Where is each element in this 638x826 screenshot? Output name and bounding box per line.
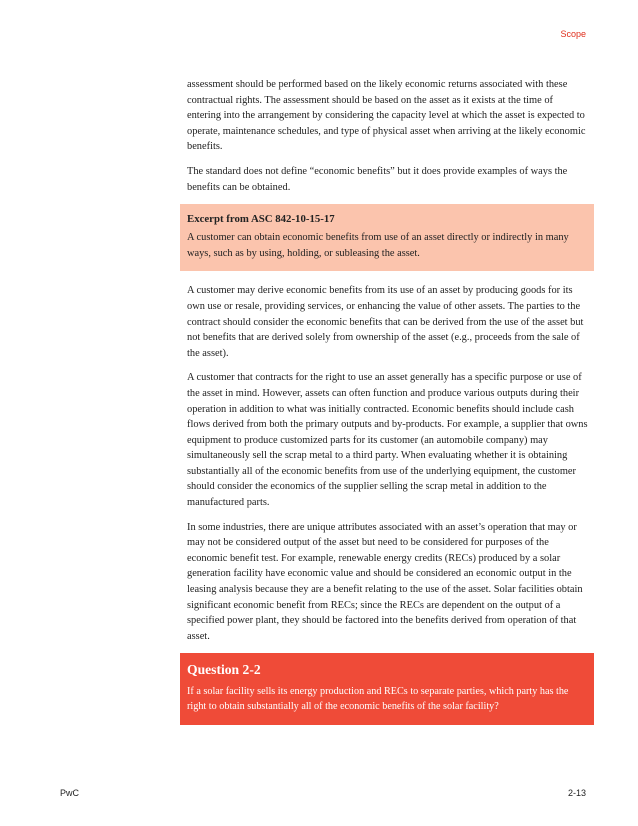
- page-number: 2-13: [567, 788, 586, 798]
- excerpt-title: Excerpt from ASC 842-10-15-17: [187, 213, 335, 226]
- question-text: If a solar facility sells its energy production and RECs to separate parties, which party has the right to obtain substantially all of the economic benefits of the solar facility?: [187, 686, 569, 712]
- paragraph-3: A customer may derive economic benefits from its use of an asset by producing goods for its own use or resale, providing services, or enhancing the value of other assets. The parties to the contract should consider the economic benefits that can be derived from the use of the asset but not benefits that are derived solely from ownership of the asset (e.g., proceeds from the sale of the asset).: [187, 285, 584, 359]
- paragraph-4: A customer that contracts for the right to use an asset generally has a specific purpose or use of the asset in mind. However, assets can often function and produce various outputs during their operation in addition to what was initially contracted. Economic benefits should include cash flows derived from both the primary outputs and by-products. For example, a supplier that owns equipment to produce customized parts for its customer (an automobile company) may simultaneously sell the scrap metal to a third party. When evaluating whether it is obtaining substantially all of the economic benefits from use of the underlying equipment, the customer should consider the economics of the supplier selling the scrap metal in addition to the manufactured parts.: [187, 372, 588, 509]
- paragraph-5: In some industries, there are unique attributes associated with an asset’s operation that may or may not be considered output of the asset but need to be considered for purposes of the economic benefit test. For example, renewable energy credits (RECs) produced by a solar generation facility have economic value and should be considered an economic output in the leasing analysis because they are a benefit relating to the use of the asset. Solar facilities obtain significant economic benefit from RECs; since the RECs are dependent on the output of a specified power plant, they should be factored into the benefits derived from operation of that asset.: [187, 521, 583, 642]
- question-box: [180, 653, 594, 724]
- paragraph-1: assessment should be performed based on the likely economic returns associated with these contractual rights. The assessment should be based on the asset as it exists at the time of entering into the arrangement by considering the capacity level at which the asset is expected to operate, maintenance schedules, and type of physical asset when arriving at the likely economic benefits.: [187, 79, 586, 153]
- excerpt-box: [180, 204, 594, 271]
- footer-brand: PwC: [60, 788, 80, 798]
- section-header: Scope: [560, 29, 586, 39]
- question-title: Question 2-2: [187, 662, 261, 678]
- paragraph-2: The standard does not define “economic benefits” but it does provide examples of ways the benefits can be obtained.: [187, 165, 568, 193]
- excerpt-text: A customer can obtain economic benefits from use of an asset directly or indirectly in many ways, such as by using, holding, or subleasing the asset.: [187, 232, 569, 259]
- main-content: [187, 77, 589, 725]
